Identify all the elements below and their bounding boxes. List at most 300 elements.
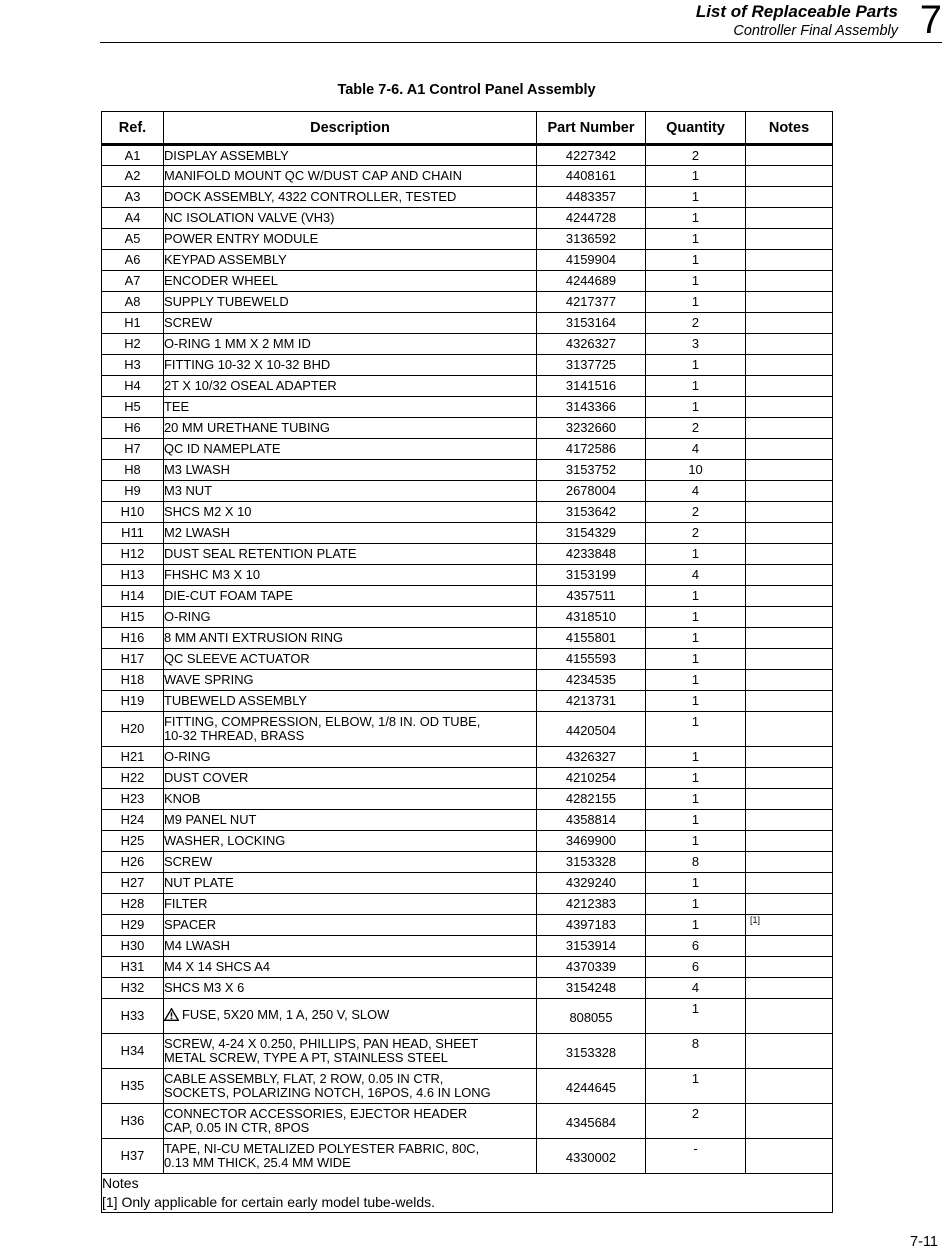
part-number-cell: 3154248 <box>537 978 646 999</box>
description-text: SCREW <box>164 854 212 869</box>
quantity-cell: 4 <box>646 481 746 502</box>
description-text: SCREW <box>164 315 212 330</box>
description-cell <box>164 670 537 691</box>
quantity-cell: 1 <box>646 607 746 628</box>
notes-cell <box>746 271 833 292</box>
notes-cell <box>746 565 833 586</box>
notes-cell <box>746 250 833 271</box>
ref-cell: A3 <box>102 187 164 208</box>
quantity-cell: 1 <box>646 187 746 208</box>
ref-cell: H19 <box>102 691 164 712</box>
table-row <box>102 628 833 649</box>
description-line <box>164 652 536 666</box>
description-line <box>164 1037 536 1051</box>
description-cell <box>164 1139 537 1174</box>
part-number-cell: 4159904 <box>537 250 646 271</box>
quantity-cell: 6 <box>646 957 746 978</box>
table-row <box>102 873 833 894</box>
table-row <box>102 789 833 810</box>
description-text: SHCS M2 X 10 <box>164 504 252 519</box>
ref-cell: H32 <box>102 978 164 999</box>
part-number-cell: 4326327 <box>537 334 646 355</box>
description-cell <box>164 607 537 628</box>
ref-cell: A1 <box>102 145 164 166</box>
table-row <box>102 586 833 607</box>
table-row <box>102 460 833 481</box>
description-text: KNOB <box>164 791 201 806</box>
description-cell <box>164 894 537 915</box>
table-row <box>102 831 833 852</box>
notes-cell <box>746 789 833 810</box>
table-row <box>102 229 833 250</box>
notes-cell <box>746 145 833 166</box>
description-line <box>164 1121 536 1135</box>
description-cell <box>164 873 537 894</box>
description-text: FUSE, 5X20 MM, 1 A, 250 V, SLOW <box>182 1007 390 1022</box>
ref-cell: H1 <box>102 313 164 334</box>
header-divider <box>100 42 942 43</box>
notes-cell <box>746 460 833 481</box>
part-number-cell: 4329240 <box>537 873 646 894</box>
notes-cell <box>746 831 833 852</box>
description-cell <box>164 586 537 607</box>
description-text: FILTER <box>164 896 208 911</box>
part-number-cell: 3153914 <box>537 936 646 957</box>
table-row <box>102 376 833 397</box>
ref-cell: H9 <box>102 481 164 502</box>
description-text: 0.13 MM THICK, 25.4 MM WIDE <box>164 1155 351 1170</box>
part-number-cell: 4155801 <box>537 628 646 649</box>
description-cell <box>164 271 537 292</box>
quantity-cell: 1 <box>646 250 746 271</box>
part-number-cell: 4397183 <box>537 915 646 936</box>
quantity-cell: 1 <box>646 544 746 565</box>
notes-cell <box>746 586 833 607</box>
notes-cell <box>746 187 833 208</box>
column-header-quantity: Quantity <box>646 112 746 145</box>
description-line <box>164 610 536 624</box>
part-number-cell: 3469900 <box>537 831 646 852</box>
notes-cell <box>746 1104 833 1139</box>
description-line <box>164 631 536 645</box>
description-text: 20 MM URETHANE TUBING <box>164 420 330 435</box>
part-number-cell: 4318510 <box>537 607 646 628</box>
column-header-ref: Ref. <box>102 112 164 145</box>
description-line <box>164 505 536 519</box>
description-line <box>164 1072 536 1086</box>
description-text: TAPE, NI-CU METALIZED POLYESTER FABRIC, 80C, <box>164 1141 480 1156</box>
table-row <box>102 915 833 936</box>
quantity-cell: 1 <box>646 747 746 768</box>
notes-cell <box>746 502 833 523</box>
description-line <box>164 855 536 869</box>
table-row <box>102 313 833 334</box>
description-cell <box>164 1104 537 1139</box>
description-cell <box>164 334 537 355</box>
notes-cell <box>746 313 833 334</box>
ref-cell: H15 <box>102 607 164 628</box>
notes-cell <box>746 768 833 789</box>
description-cell <box>164 502 537 523</box>
ref-cell: A6 <box>102 250 164 271</box>
note-reference: [1] <box>750 915 761 925</box>
notes-cell <box>746 334 833 355</box>
description-cell <box>164 544 537 565</box>
quantity-cell: 2 <box>646 1104 746 1139</box>
part-number-cell: 4233848 <box>537 544 646 565</box>
description-text: FITTING 10-32 X 10-32 BHD <box>164 357 331 372</box>
description-cell <box>164 831 537 852</box>
table-row <box>102 145 833 166</box>
description-line <box>164 358 536 372</box>
notes-cell <box>746 292 833 313</box>
notes-cell <box>746 376 833 397</box>
description-text: 2T X 10/32 OSEAL ADAPTER <box>164 378 337 393</box>
part-number-cell: 4210254 <box>537 768 646 789</box>
description-text: M3 NUT <box>164 483 212 498</box>
description-text: DOCK ASSEMBLY, 4322 CONTROLLER, TESTED <box>164 189 457 204</box>
ref-cell: H10 <box>102 502 164 523</box>
notes-cell <box>746 649 833 670</box>
part-number-cell: 4155593 <box>537 649 646 670</box>
ref-cell: H24 <box>102 810 164 831</box>
warning-triangle-icon <box>164 1008 179 1024</box>
description-line <box>164 379 536 393</box>
description-line <box>164 274 536 288</box>
notes-cell <box>746 607 833 628</box>
notes-cell <box>746 810 833 831</box>
description-cell <box>164 936 537 957</box>
table-row <box>102 502 833 523</box>
quantity-cell: 1 <box>646 292 746 313</box>
ref-cell: H11 <box>102 523 164 544</box>
quantity-cell: 1 <box>646 376 746 397</box>
description-text: SUPPLY TUBEWELD <box>164 294 289 309</box>
notes-cell <box>746 481 833 502</box>
part-number-cell: 3153642 <box>537 502 646 523</box>
quantity-cell: 1 <box>646 355 746 376</box>
notes-cell <box>746 957 833 978</box>
notes-cell <box>746 208 833 229</box>
ref-cell: A4 <box>102 208 164 229</box>
description-line <box>164 484 536 498</box>
part-number-cell: 3153199 <box>537 565 646 586</box>
table-header-row <box>102 112 833 145</box>
description-line <box>164 1008 536 1024</box>
quantity-cell: 3 <box>646 334 746 355</box>
description-line <box>164 190 536 204</box>
notes-footer <box>102 1174 833 1213</box>
notes-cell <box>746 873 833 894</box>
part-number-cell: 3143366 <box>537 397 646 418</box>
table-row <box>102 649 833 670</box>
table-row <box>102 397 833 418</box>
header-title: List of Replaceable Parts <box>695 2 898 21</box>
column-header-notes: Notes <box>746 112 833 145</box>
ref-cell: H13 <box>102 565 164 586</box>
description-line <box>164 232 536 246</box>
description-line <box>164 1156 536 1170</box>
description-line <box>164 813 536 827</box>
ref-cell: H8 <box>102 460 164 481</box>
quantity-cell: 1 <box>646 810 746 831</box>
description-line <box>164 149 536 163</box>
table-row <box>102 894 833 915</box>
notes-cell <box>746 229 833 250</box>
description-line <box>164 295 536 309</box>
description-line <box>164 1142 536 1156</box>
description-cell <box>164 978 537 999</box>
description-cell <box>164 649 537 670</box>
table-row <box>102 936 833 957</box>
notes-cell <box>746 523 833 544</box>
quantity-cell: 1 <box>646 271 746 292</box>
part-number-cell: 3153328 <box>537 852 646 873</box>
description-cell <box>164 145 537 166</box>
table-row <box>102 1104 833 1139</box>
description-line <box>164 1107 536 1121</box>
description-text: M2 LWASH <box>164 525 230 540</box>
notes-cell <box>746 166 833 187</box>
part-number-cell: 4420504 <box>537 712 646 747</box>
table-row <box>102 712 833 747</box>
description-cell <box>164 712 537 747</box>
table-row <box>102 852 833 873</box>
part-number-cell: 4213731 <box>537 691 646 712</box>
ref-cell: H29 <box>102 915 164 936</box>
description-cell <box>164 999 537 1034</box>
description-cell <box>164 481 537 502</box>
part-number-cell: 3153328 <box>537 1034 646 1069</box>
notes-cell <box>746 1034 833 1069</box>
table-row <box>102 250 833 271</box>
description-cell <box>164 439 537 460</box>
description-cell <box>164 229 537 250</box>
description-line <box>164 1086 536 1100</box>
description-line <box>164 715 536 729</box>
table-row <box>102 418 833 439</box>
part-number-cell: 4244689 <box>537 271 646 292</box>
description-text: DIE-CUT FOAM TAPE <box>164 588 293 603</box>
page-number: 7-11 <box>910 1234 938 1250</box>
ref-cell: H20 <box>102 712 164 747</box>
description-cell <box>164 460 537 481</box>
part-number-cell: 4244645 <box>537 1069 646 1104</box>
description-text: WASHER, LOCKING <box>164 833 286 848</box>
description-text: NC ISOLATION VALVE (VH3) <box>164 210 335 225</box>
description-text: POWER ENTRY MODULE <box>164 231 319 246</box>
description-line <box>164 169 536 183</box>
table-row <box>102 1034 833 1069</box>
description-cell <box>164 397 537 418</box>
description-line <box>164 400 536 414</box>
part-number-cell: 4172586 <box>537 439 646 460</box>
quantity-cell: 1 <box>646 229 746 250</box>
ref-cell: H30 <box>102 936 164 957</box>
part-number-cell: 3154329 <box>537 523 646 544</box>
ref-cell: A8 <box>102 292 164 313</box>
description-cell <box>164 187 537 208</box>
ref-cell: H18 <box>102 670 164 691</box>
description-cell <box>164 376 537 397</box>
notes-cell <box>746 544 833 565</box>
table-row <box>102 1139 833 1174</box>
part-number-cell: 4357511 <box>537 586 646 607</box>
quantity-cell: 1 <box>646 873 746 894</box>
description-cell <box>164 1069 537 1104</box>
description-text: METAL SCREW, TYPE A PT, STAINLESS STEEL <box>164 1050 448 1065</box>
notes-cell <box>746 397 833 418</box>
table-row <box>102 271 833 292</box>
part-number-cell: 4234535 <box>537 670 646 691</box>
ref-cell: H14 <box>102 586 164 607</box>
description-text: DUST COVER <box>164 770 249 785</box>
quantity-cell: 1 <box>646 670 746 691</box>
description-text: SOCKETS, POLARIZING NOTCH, 16POS, 4.6 IN LONG <box>164 1085 491 1100</box>
quantity-cell: 1 <box>646 1069 746 1104</box>
part-number-cell: 4326327 <box>537 747 646 768</box>
table-row <box>102 292 833 313</box>
description-line <box>164 694 536 708</box>
ref-cell: H25 <box>102 831 164 852</box>
table-title: Table 7-6. A1 Control Panel Assembly <box>337 82 596 98</box>
notes-cell <box>746 852 833 873</box>
notes-cell <box>746 355 833 376</box>
part-number-cell: 4408161 <box>537 166 646 187</box>
description-cell <box>164 166 537 187</box>
description-cell <box>164 1034 537 1069</box>
description-line <box>164 673 536 687</box>
ref-cell: A7 <box>102 271 164 292</box>
ref-cell: H12 <box>102 544 164 565</box>
table-row <box>102 957 833 978</box>
quantity-cell: 1 <box>646 208 746 229</box>
notes-cell <box>746 418 833 439</box>
table-row <box>102 439 833 460</box>
description-text: FHSHC M3 X 10 <box>164 567 260 582</box>
description-text: O-RING <box>164 609 211 624</box>
description-cell <box>164 418 537 439</box>
description-text: O-RING 1 MM X 2 MM ID <box>164 336 311 351</box>
quantity-cell: 1 <box>646 999 746 1034</box>
description-line <box>164 547 536 561</box>
ref-cell: H33 <box>102 999 164 1034</box>
ref-cell: H22 <box>102 768 164 789</box>
notes-cell <box>746 691 833 712</box>
ref-cell: H21 <box>102 747 164 768</box>
part-number-cell: 4345684 <box>537 1104 646 1139</box>
description-line <box>164 834 536 848</box>
ref-cell: H35 <box>102 1069 164 1104</box>
quantity-cell: 2 <box>646 523 746 544</box>
quantity-cell: 4 <box>646 978 746 999</box>
description-text: SPACER <box>164 917 217 932</box>
description-line <box>164 589 536 603</box>
description-line <box>164 750 536 764</box>
description-cell <box>164 810 537 831</box>
quantity-cell: - <box>646 1139 746 1174</box>
description-text: QC ID NAMEPLATE <box>164 441 281 456</box>
notes-cell <box>746 1069 833 1104</box>
table-row <box>102 747 833 768</box>
description-line <box>164 960 536 974</box>
quantity-cell: 4 <box>646 565 746 586</box>
ref-cell: H6 <box>102 418 164 439</box>
description-cell <box>164 565 537 586</box>
table-row <box>102 999 833 1034</box>
quantity-cell: 1 <box>646 586 746 607</box>
quantity-cell: 4 <box>646 439 746 460</box>
table-row <box>102 810 833 831</box>
ref-cell: A2 <box>102 166 164 187</box>
table-row <box>102 607 833 628</box>
part-number-cell: 4227342 <box>537 145 646 166</box>
part-number-cell: 4217377 <box>537 292 646 313</box>
table-row <box>102 334 833 355</box>
notes-cell <box>746 978 833 999</box>
table-row <box>102 187 833 208</box>
header-subtitle: Controller Final Assembly <box>733 23 898 39</box>
description-cell <box>164 957 537 978</box>
part-number-cell: 2678004 <box>537 481 646 502</box>
notes-cell <box>746 999 833 1034</box>
description-text: CAP, 0.05 IN CTR, 8POS <box>164 1120 310 1135</box>
table-row <box>102 208 833 229</box>
quantity-cell: 2 <box>646 145 746 166</box>
ref-cell: H28 <box>102 894 164 915</box>
quantity-cell: 1 <box>646 831 746 852</box>
description-cell <box>164 523 537 544</box>
table-row <box>102 481 833 502</box>
description-text: SHCS M3 X 6 <box>164 980 245 995</box>
part-number-cell: 808055 <box>537 999 646 1034</box>
parts-table-body <box>102 145 833 1174</box>
description-text: ENCODER WHEEL <box>164 273 278 288</box>
description-cell <box>164 691 537 712</box>
description-cell <box>164 628 537 649</box>
description-cell <box>164 789 537 810</box>
part-number-cell: 3136592 <box>537 229 646 250</box>
description-line <box>164 897 536 911</box>
notes-cell <box>746 915 833 936</box>
part-number-cell: 4370339 <box>537 957 646 978</box>
description-text: TUBEWELD ASSEMBLY <box>164 693 308 708</box>
ref-cell: H34 <box>102 1034 164 1069</box>
ref-cell: H27 <box>102 873 164 894</box>
ref-cell: H23 <box>102 789 164 810</box>
quantity-cell: 6 <box>646 936 746 957</box>
description-cell <box>164 915 537 936</box>
quantity-cell: 1 <box>646 649 746 670</box>
description-line <box>164 526 536 540</box>
quantity-cell: 1 <box>646 894 746 915</box>
description-line <box>164 918 536 932</box>
description-cell <box>164 313 537 334</box>
notes-cell <box>746 1139 833 1174</box>
quantity-cell: 2 <box>646 418 746 439</box>
description-text: NUT PLATE <box>164 875 234 890</box>
part-number-cell: 4330002 <box>537 1139 646 1174</box>
quantity-cell: 1 <box>646 712 746 747</box>
table-row <box>102 670 833 691</box>
ref-cell: H16 <box>102 628 164 649</box>
description-text: CONNECTOR ACCESSORIES, EJECTOR HEADER <box>164 1106 468 1121</box>
description-line <box>164 939 536 953</box>
description-cell <box>164 250 537 271</box>
part-number-cell: 3153752 <box>537 460 646 481</box>
description-text: M3 LWASH <box>164 462 230 477</box>
description-cell <box>164 852 537 873</box>
